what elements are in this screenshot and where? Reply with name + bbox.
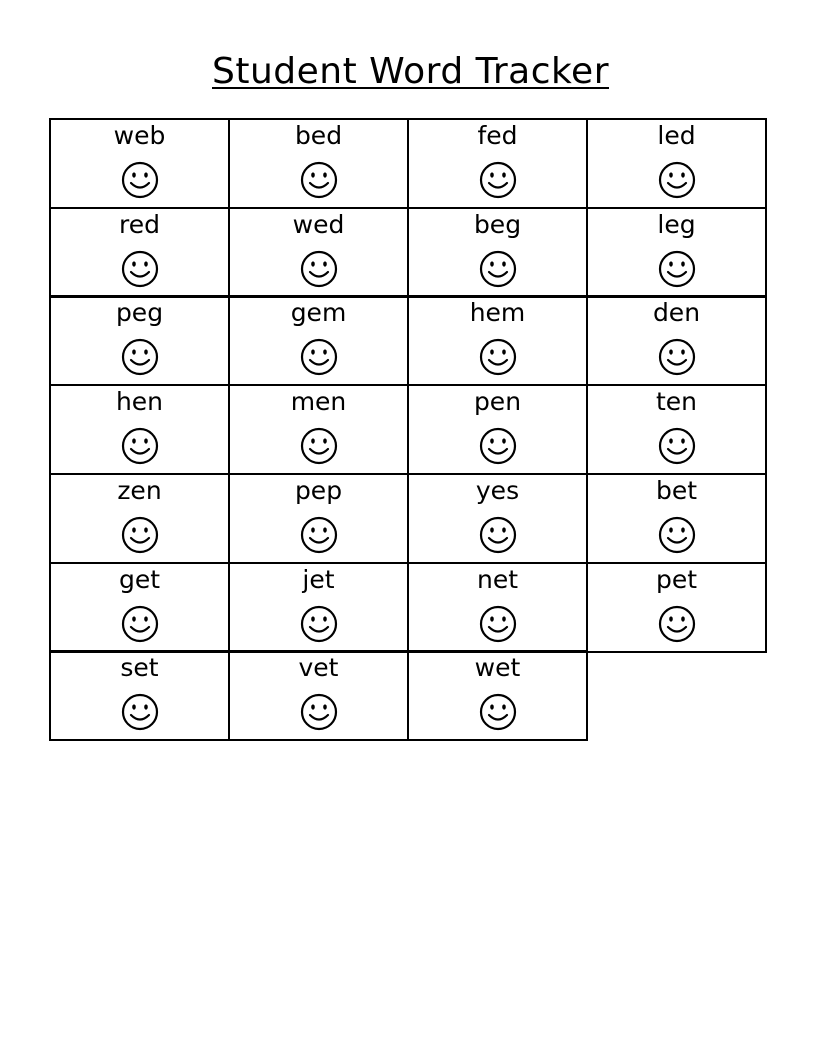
word-label: men bbox=[290, 387, 347, 416]
smiley-face-icon bbox=[478, 249, 518, 289]
page-title bbox=[0, 50, 821, 94]
word-label: set bbox=[120, 653, 159, 682]
word-label: yes bbox=[475, 476, 520, 505]
smiley-face-icon bbox=[120, 337, 160, 377]
smiley-face-icon bbox=[120, 692, 160, 732]
smiley-face-icon bbox=[120, 515, 160, 555]
smiley-face-icon bbox=[299, 515, 339, 555]
word-cell bbox=[586, 118, 767, 209]
smiley-face-icon bbox=[120, 604, 160, 644]
word-cell bbox=[407, 207, 588, 298]
word-cell bbox=[228, 473, 409, 564]
word-label: vet bbox=[298, 653, 339, 682]
word-label: fed bbox=[477, 121, 518, 150]
word-label: pep bbox=[294, 476, 343, 505]
smiley-face-icon bbox=[299, 426, 339, 466]
smiley-face-icon bbox=[299, 692, 339, 732]
smiley-face-icon bbox=[657, 426, 697, 466]
word-cell bbox=[586, 562, 767, 653]
word-label: web bbox=[113, 121, 166, 150]
smiley-face-icon bbox=[120, 426, 160, 466]
word-label: den bbox=[652, 298, 701, 327]
word-cell bbox=[228, 650, 409, 741]
word-cell bbox=[407, 295, 588, 386]
smiley-face-icon bbox=[299, 604, 339, 644]
word-cell bbox=[228, 118, 409, 209]
word-cell bbox=[407, 473, 588, 564]
word-tracker-table bbox=[49, 118, 767, 741]
word-label: zen bbox=[117, 476, 162, 505]
smiley-face-icon bbox=[478, 692, 518, 732]
word-cell bbox=[407, 562, 588, 653]
word-cell bbox=[49, 473, 230, 564]
word-label: peg bbox=[115, 298, 164, 327]
word-label: pet bbox=[655, 565, 698, 594]
smiley-face-icon bbox=[120, 160, 160, 200]
word-cell bbox=[407, 650, 588, 741]
word-label: beg bbox=[473, 210, 522, 239]
smiley-face-icon bbox=[657, 604, 697, 644]
word-label: leg bbox=[657, 210, 696, 239]
word-cell bbox=[407, 118, 588, 209]
smiley-face-icon bbox=[478, 515, 518, 555]
word-label: wed bbox=[292, 210, 345, 239]
word-cell bbox=[586, 384, 767, 475]
word-label: net bbox=[476, 565, 519, 594]
smiley-face-icon bbox=[657, 249, 697, 289]
smiley-face-icon bbox=[299, 337, 339, 377]
word-cell bbox=[228, 207, 409, 298]
smiley-face-icon bbox=[478, 337, 518, 377]
word-label: wet bbox=[474, 653, 521, 682]
smiley-face-icon bbox=[120, 249, 160, 289]
word-label: get bbox=[118, 565, 161, 594]
word-label: bet bbox=[655, 476, 698, 505]
word-cell bbox=[586, 295, 767, 386]
smiley-face-icon bbox=[657, 160, 697, 200]
smiley-face-icon bbox=[299, 160, 339, 200]
word-label: gem bbox=[290, 298, 347, 327]
word-label: red bbox=[119, 210, 160, 239]
smiley-face-icon bbox=[478, 604, 518, 644]
smiley-face-icon bbox=[478, 160, 518, 200]
word-cell bbox=[586, 207, 767, 298]
word-cell bbox=[228, 295, 409, 386]
word-cell bbox=[49, 562, 230, 653]
word-cell bbox=[407, 384, 588, 475]
smiley-face-icon bbox=[478, 426, 518, 466]
word-label: hem bbox=[469, 298, 526, 327]
word-label: jet bbox=[302, 565, 335, 594]
word-cell bbox=[49, 207, 230, 298]
word-cell bbox=[228, 562, 409, 653]
smiley-face-icon bbox=[657, 337, 697, 377]
word-label: pen bbox=[473, 387, 522, 416]
smiley-face-icon bbox=[299, 249, 339, 289]
word-cell bbox=[49, 118, 230, 209]
word-cell bbox=[49, 650, 230, 741]
word-cell bbox=[228, 384, 409, 475]
word-label: bed bbox=[294, 121, 343, 150]
smiley-face-icon bbox=[657, 515, 697, 555]
word-cell bbox=[49, 295, 230, 386]
word-label: ten bbox=[655, 387, 698, 416]
word-label: led bbox=[657, 121, 696, 150]
word-label: hen bbox=[115, 387, 164, 416]
word-cell bbox=[586, 473, 767, 564]
word-cell bbox=[49, 384, 230, 475]
page-title-text: Student Word Tracker bbox=[212, 51, 609, 92]
